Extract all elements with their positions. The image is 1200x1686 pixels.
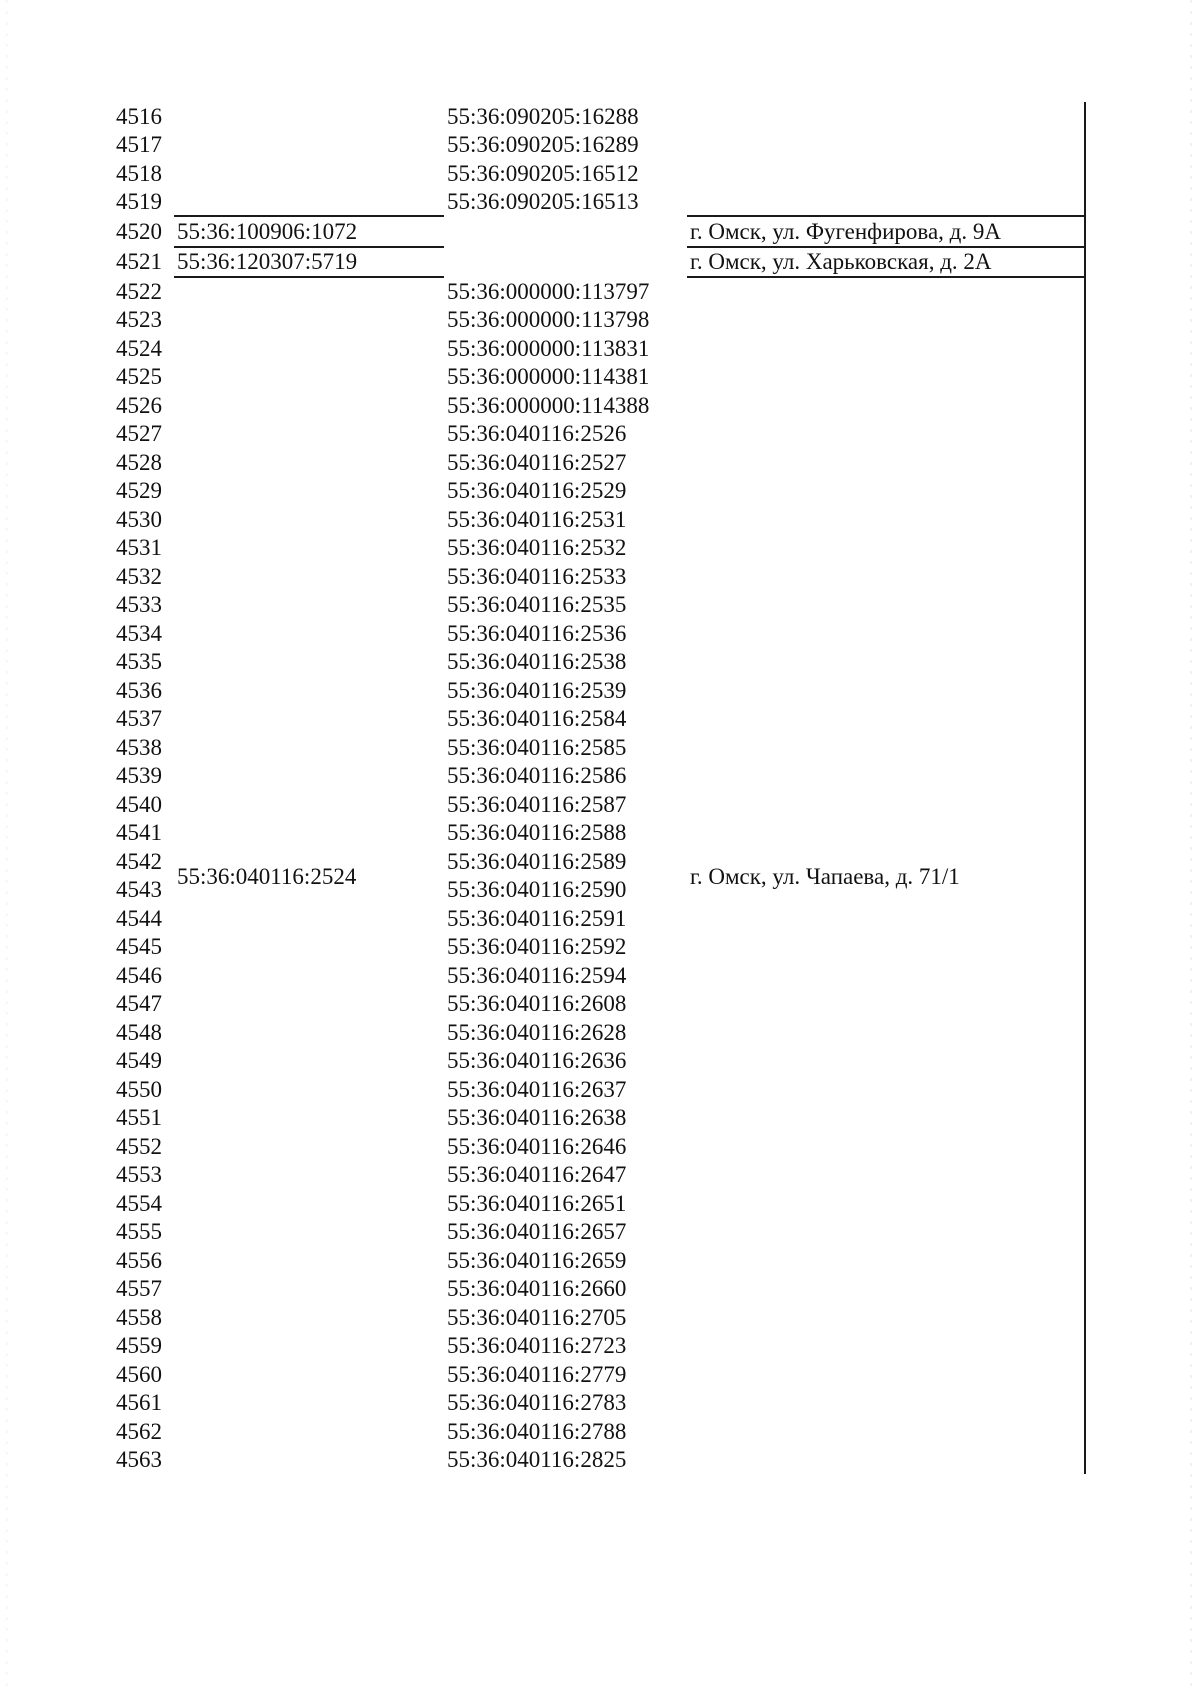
row-number: 4544 <box>116 905 162 931</box>
row-number: 4547 <box>116 991 162 1017</box>
object-cadastral-number: 55:36:040116:2647 <box>447 1162 627 1188</box>
row-number: 4531 <box>116 535 162 561</box>
object-cadastral-number: 55:36:040116:2646 <box>447 1133 627 1159</box>
object-cadastral-number: 55:36:000000:114388 <box>447 392 650 418</box>
object-cadastral-number: 55:36:040116:2586 <box>447 763 627 789</box>
row-number: 4553 <box>116 1162 162 1188</box>
row-number: 4556 <box>116 1247 162 1273</box>
row-number: 4520 <box>116 218 162 244</box>
row-number: 4532 <box>116 563 162 589</box>
row-number: 4542 <box>116 848 162 874</box>
object-cadastral-number: 55:36:040116:2527 <box>447 449 627 475</box>
object-cadastral-number <box>444 247 687 278</box>
row-number: 4524 <box>116 335 162 361</box>
cadastral-table <box>104 102 1086 1474</box>
object-cadastral-number: 55:36:090205:16512 <box>447 160 639 186</box>
object-cadastral-number: 55:36:000000:113798 <box>447 307 650 333</box>
row-number: 4563 <box>116 1447 162 1473</box>
object-cadastral-number: 55:36:040116:2529 <box>447 478 627 504</box>
object-cadastral-number: 55:36:040116:2659 <box>447 1247 627 1273</box>
address-cell-continued <box>687 102 1085 216</box>
object-cadastral-number: 55:36:040116:2594 <box>447 962 627 988</box>
table-row <box>104 247 1085 278</box>
object-cadastral-number: 55:36:040116:2637 <box>447 1076 627 1102</box>
row-number: 4519 <box>116 189 162 215</box>
object-cadastral-number: 55:36:040116:2590 <box>447 877 627 903</box>
object-cadastral-number: 55:36:040116:2705 <box>447 1304 627 1330</box>
parcel-cell-continued <box>174 102 444 216</box>
object-cadastral-number <box>444 216 687 247</box>
table-row <box>104 102 1085 131</box>
object-cadastral-number: 55:36:040116:2539 <box>447 677 627 703</box>
object-cadastral-number: 55:36:040116:2723 <box>447 1333 627 1359</box>
row-number: 4550 <box>116 1076 162 1102</box>
row-number: 4522 <box>116 278 162 304</box>
object-cadastral-number: 55:36:040116:2526 <box>447 421 627 447</box>
object-cadastral-number: 55:36:040116:2788 <box>447 1418 627 1444</box>
row-number: 4530 <box>116 506 162 532</box>
row-number: 4558 <box>116 1304 162 1330</box>
row-number: 4555 <box>116 1219 162 1245</box>
row-number: 4533 <box>116 592 162 618</box>
object-cadastral-number: 55:36:040116:2536 <box>447 620 627 646</box>
parcel-cadastral-number: 55:36:100906:1072 <box>174 216 444 247</box>
cadastral-table-body <box>104 102 1085 1474</box>
row-number: 4521 <box>116 249 162 275</box>
object-cadastral-number: 55:36:040116:2636 <box>447 1048 627 1074</box>
object-cadastral-number: 55:36:040116:2592 <box>447 934 627 960</box>
row-number: 4560 <box>116 1361 162 1387</box>
address-cell: г. Омск, ул. Харьковская, д. 2А <box>687 247 1085 278</box>
row-number: 4527 <box>116 421 162 447</box>
row-number: 4529 <box>116 478 162 504</box>
address-cell: г. Омск, ул. Чапаева, д. 71/1 <box>687 277 1085 1474</box>
row-number: 4551 <box>116 1105 162 1131</box>
object-cadastral-number: 55:36:040116:2608 <box>447 991 627 1017</box>
object-cadastral-number: 55:36:040116:2638 <box>447 1105 627 1131</box>
row-number: 4559 <box>116 1333 162 1359</box>
object-cadastral-number: 55:36:040116:2532 <box>447 535 627 561</box>
row-number: 4549 <box>116 1048 162 1074</box>
row-number: 4540 <box>116 791 162 817</box>
row-number: 4561 <box>116 1390 162 1416</box>
object-cadastral-number: 55:36:040116:2591 <box>447 905 627 931</box>
row-number: 4536 <box>116 677 162 703</box>
object-cadastral-number: 55:36:040116:2628 <box>447 1019 627 1045</box>
object-cadastral-number: 55:36:090205:16288 <box>447 103 639 129</box>
table-row <box>104 277 1085 306</box>
object-cadastral-number: 55:36:000000:113831 <box>447 335 650 361</box>
scan-edge-right <box>1190 0 1192 1686</box>
object-cadastral-number: 55:36:040116:2584 <box>447 706 627 732</box>
object-cadastral-number: 55:36:040116:2825 <box>447 1447 627 1473</box>
row-number: 4539 <box>116 763 162 789</box>
object-cadastral-number: 55:36:040116:2535 <box>447 592 627 618</box>
row-number: 4537 <box>116 706 162 732</box>
address-cell: г. Омск, ул. Фугенфирова, д. 9А <box>687 216 1085 247</box>
row-number: 4546 <box>116 962 162 988</box>
parcel-cadastral-number: 55:36:040116:2524 <box>177 863 357 889</box>
row-number: 4541 <box>116 820 162 846</box>
object-cadastral-number: 55:36:040116:2660 <box>447 1276 627 1302</box>
row-number: 4545 <box>116 934 162 960</box>
row-number: 4538 <box>116 734 162 760</box>
row-number: 4554 <box>116 1190 162 1216</box>
object-cadastral-number: 55:36:040116:2657 <box>447 1219 627 1245</box>
row-number: 4518 <box>116 160 162 186</box>
row-number: 4534 <box>116 620 162 646</box>
row-number: 4562 <box>116 1418 162 1444</box>
object-cadastral-number: 55:36:090205:16513 <box>447 189 639 215</box>
object-cadastral-number: 55:36:040116:2533 <box>447 563 627 589</box>
row-number: 4516 <box>116 103 162 129</box>
object-cadastral-number: 55:36:040116:2585 <box>447 734 627 760</box>
object-cadastral-number: 55:36:090205:16289 <box>447 132 639 158</box>
row-number: 4517 <box>116 132 162 158</box>
row-number: 4548 <box>116 1019 162 1045</box>
object-cadastral-number: 55:36:040116:2587 <box>447 791 627 817</box>
object-cadastral-number: 55:36:040116:2531 <box>447 506 627 532</box>
row-number: 4543 <box>116 877 162 903</box>
object-cadastral-number: 55:36:040116:2538 <box>447 649 627 675</box>
object-cadastral-number: 55:36:040116:2588 <box>447 820 627 846</box>
row-number: 4552 <box>116 1133 162 1159</box>
scan-edge-left <box>6 0 8 1686</box>
row-number: 4557 <box>116 1276 162 1302</box>
table-row <box>104 216 1085 247</box>
object-cadastral-number: 55:36:040116:2779 <box>447 1361 627 1387</box>
row-number: 4528 <box>116 449 162 475</box>
row-number: 4535 <box>116 649 162 675</box>
row-number: 4523 <box>116 307 162 333</box>
object-cadastral-number: 55:36:040116:2783 <box>447 1390 627 1416</box>
object-cadastral-number: 55:36:040116:2589 <box>447 848 627 874</box>
object-cadastral-number: 55:36:000000:113797 <box>447 278 650 304</box>
object-cadastral-number: 55:36:040116:2651 <box>447 1190 627 1216</box>
row-number: 4526 <box>116 392 162 418</box>
row-number: 4525 <box>116 364 162 390</box>
parcel-cadastral-number: 55:36:120307:5719 <box>174 247 444 278</box>
object-cadastral-number: 55:36:000000:114381 <box>447 364 650 390</box>
